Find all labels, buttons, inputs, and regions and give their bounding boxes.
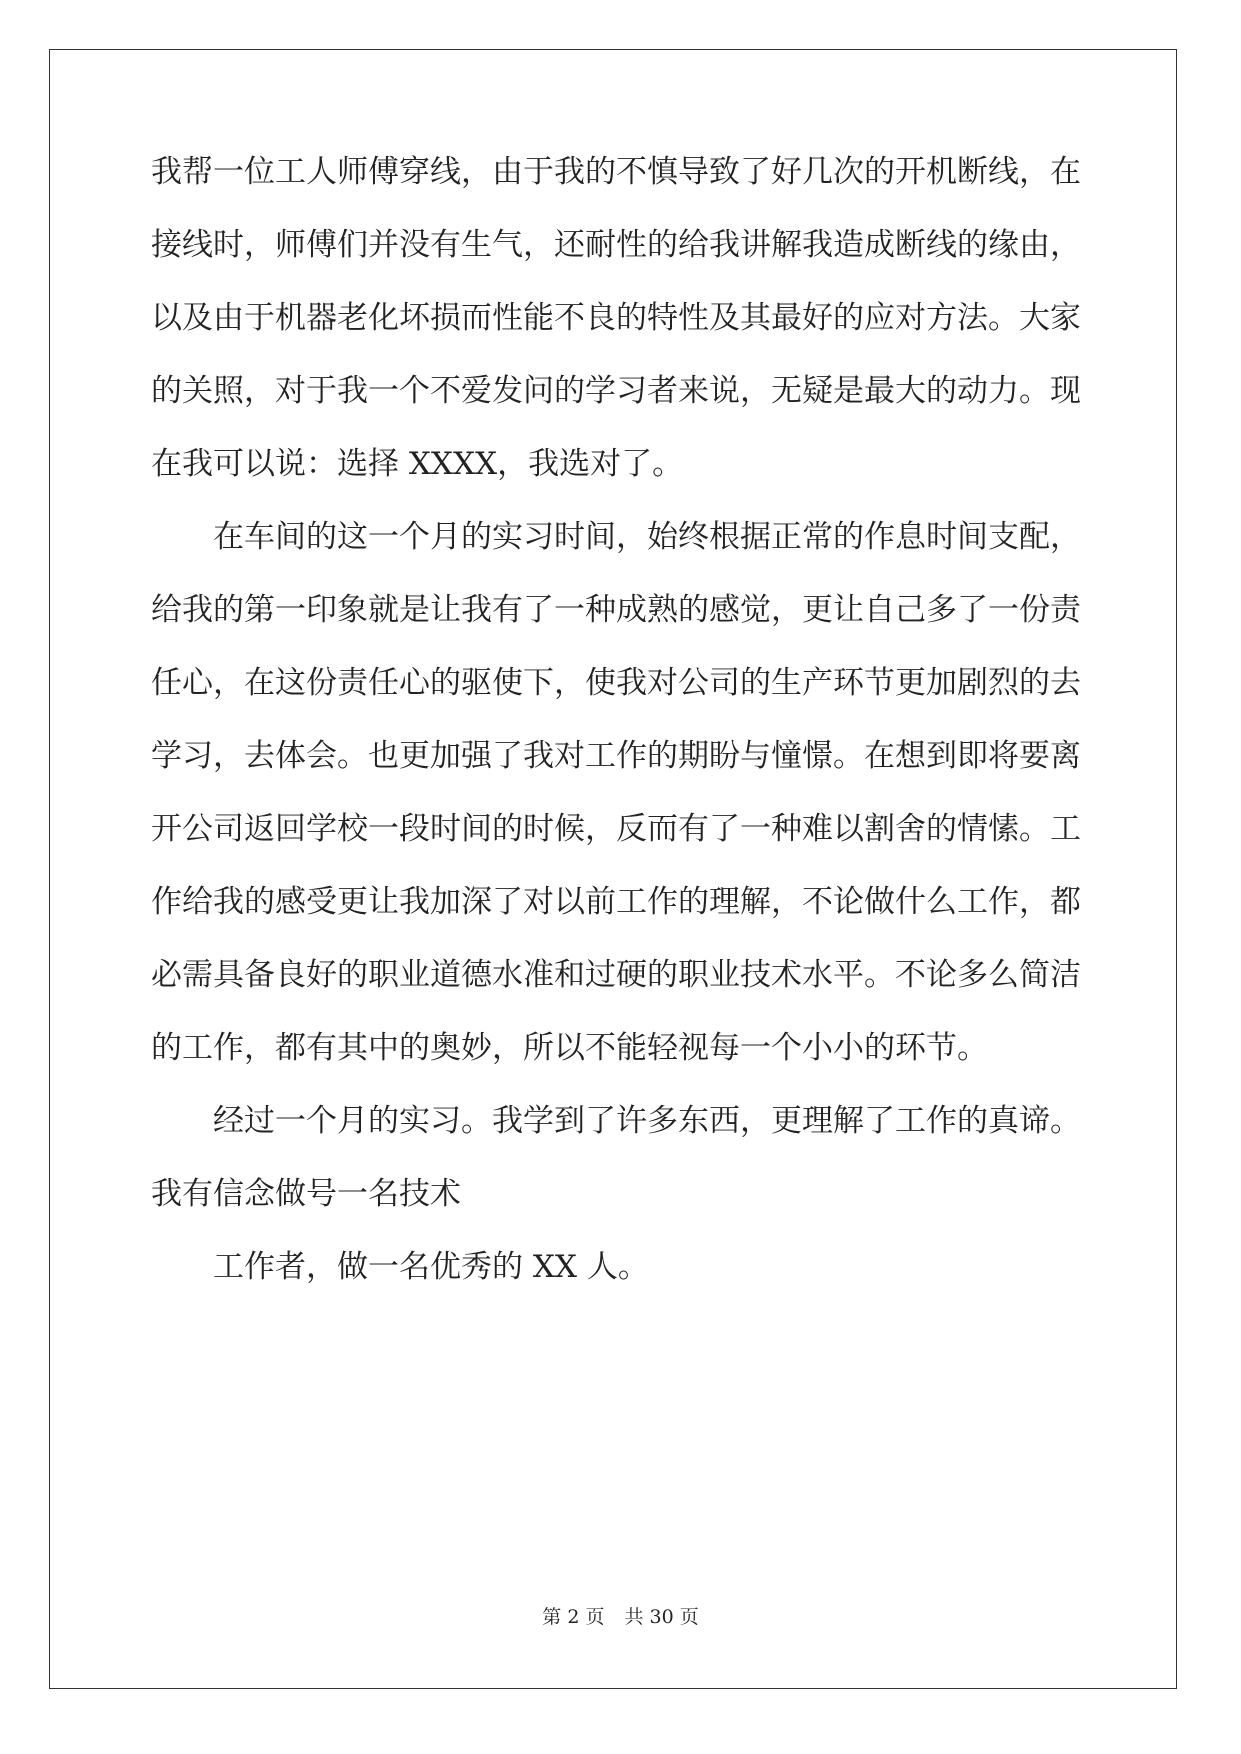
text-line: 的工作，都有其中的奥妙，所以不能轻视每一个小小的环节。 [151, 1030, 988, 1066]
paragraph-first-line: 经过一个月的实习。我学到了许多东西，更理解了工作的真谛。 [213, 1103, 1081, 1139]
page-footer [0, 1605, 1241, 1629]
text-line: 我有信念做号一名技术 [151, 1176, 461, 1212]
page-total: 共 30 页 [624, 1606, 699, 1628]
text-line: 给我的第一印象就是让我有了一种成熟的感觉，更让自己多了一份责 [151, 592, 1081, 628]
text-line: 作给我的感受更让我加深了对以前工作的理解，不论做什么工作，都 [151, 884, 1081, 920]
paragraph-first-line: 在车间的这一个月的实习时间，始终根据正常的作息时间支配， [213, 519, 1081, 555]
text-line: 以及由于机器老化坏损而性能不良的特性及其最好的应对方法。大家 [151, 300, 1081, 336]
text-line: 在我可以说：选择 XXXX，我选对了。 [151, 446, 684, 482]
paragraph-first-line: 工作者，做一名优秀的 XX 人。 [213, 1249, 649, 1285]
text-line: 接线时，师傅们并没有生气，还耐性的给我讲解我造成断线的缘由， [151, 227, 1081, 263]
text-line: 开公司返回学校一段时间的时候，反而有了一种难以割舍的情愫。工 [151, 811, 1081, 847]
text-line: 任心，在这份责任心的驱使下，使我对公司的生产环节更加剧烈的去 [151, 665, 1081, 701]
page-border [49, 49, 1177, 1689]
text-line: 的关照，对于我一个不爱发问的学习者来说，无疑是最大的动力。现 [151, 373, 1081, 409]
text-line: 我帮一位工人师傅穿线，由于我的不慎导致了好几次的开机断线，在 [151, 154, 1081, 190]
page-number: 第 2 页 [542, 1606, 605, 1628]
text-line: 必需具备良好的职业道德水准和过硬的职业技术水平。不论多么简洁 [151, 957, 1081, 993]
text-line: 学习，去体会。也更加强了我对工作的期盼与憧憬。在想到即将要离 [151, 738, 1081, 774]
